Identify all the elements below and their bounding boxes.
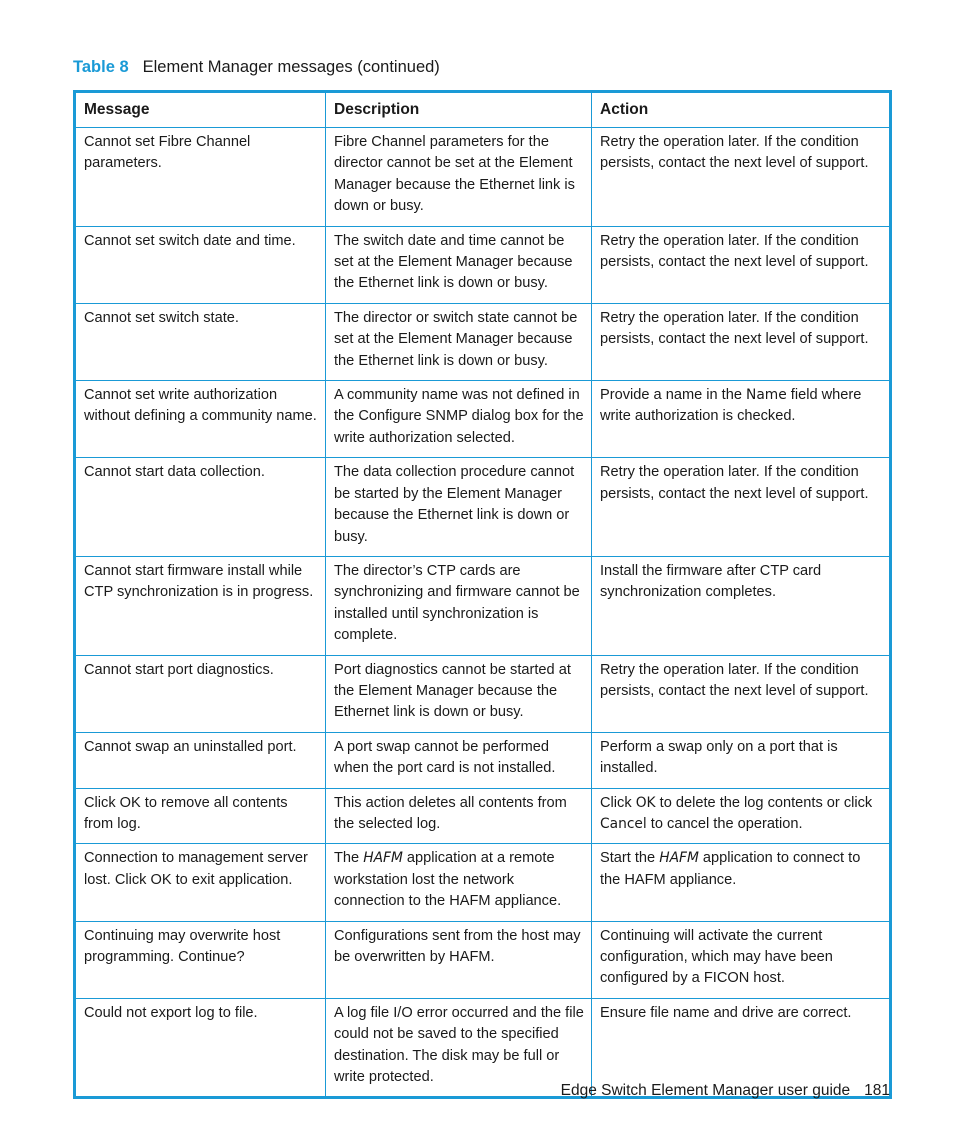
action-text: Start the bbox=[600, 850, 660, 867]
description-cell: The switch date and time cannot be set at the Element Manager because the Ethernet link is down or busy. bbox=[326, 226, 592, 303]
action-cell bbox=[592, 844, 891, 921]
table-number: Table 8 bbox=[73, 58, 129, 76]
action-text: application to connect to the HAFM appliance. bbox=[600, 850, 861, 888]
action-cell: Continuing will activate the current configuration, which may have been configured by a FICON host. bbox=[592, 921, 891, 998]
page-number: 181 bbox=[864, 1082, 890, 1099]
action-cell: Retry the operation later. If the condition persists, contact the next level of support. bbox=[592, 226, 891, 303]
message-cell: Cannot set write authorization without defining a community name. bbox=[75, 381, 326, 458]
header-description: Description bbox=[326, 92, 592, 128]
action-cell: Retry the operation later. If the condition persists, contact the next level of support. bbox=[592, 655, 891, 732]
header-action: Action bbox=[592, 92, 891, 128]
message-cell: Cannot start port diagnostics. bbox=[75, 655, 326, 732]
message-cell: Cannot start data collection. bbox=[75, 458, 326, 557]
table-row bbox=[75, 844, 891, 921]
message-cell: Cannot start firmware install while CTP synchronization is in progress. bbox=[75, 556, 326, 655]
table-row bbox=[75, 788, 891, 844]
action-text: to delete the log contents or click bbox=[655, 794, 873, 811]
table-row bbox=[75, 556, 891, 655]
description-cell: The director or switch state cannot be set at the Element Manager because the Ethernet link is down or busy. bbox=[326, 303, 592, 380]
ok-button-reference: OK bbox=[635, 794, 656, 811]
description-cell: Configurations sent from the host may be overwritten by HAFM. bbox=[326, 921, 592, 998]
message-cell: Could not export log to file. bbox=[75, 998, 326, 1098]
message-cell: Cannot set switch state. bbox=[75, 303, 326, 380]
table-row bbox=[75, 128, 891, 227]
description-text: application at a remote workstation lost the network connection to the HAFM appliance. bbox=[334, 850, 562, 910]
action-cell bbox=[592, 381, 891, 458]
cancel-button-reference: Cancel bbox=[600, 815, 647, 832]
table-row bbox=[75, 921, 891, 998]
action-text: to cancel the operation. bbox=[646, 815, 803, 832]
table-row bbox=[75, 655, 891, 732]
message-cell: Cannot set Fibre Channel parameters. bbox=[75, 128, 326, 227]
action-cell: Install the firmware after CTP card synchronization completes. bbox=[592, 556, 891, 655]
action-cell: Perform a swap only on a port that is installed. bbox=[592, 732, 891, 788]
page-footer bbox=[561, 1082, 890, 1100]
header-message: Message bbox=[75, 92, 326, 128]
table-header-row bbox=[75, 92, 891, 128]
description-cell bbox=[326, 844, 592, 921]
description-cell: This action deletes all contents from the selected log. bbox=[326, 788, 592, 844]
message-cell: Connection to management server lost. Click OK to exit application. bbox=[75, 844, 326, 921]
action-text: Click bbox=[600, 794, 636, 811]
document-title: Edge Switch Element Manager user guide bbox=[560, 1082, 851, 1099]
message-cell: Cannot set switch date and time. bbox=[75, 226, 326, 303]
hafm-product-name: HAFM bbox=[363, 850, 403, 867]
description-cell: A community name was not defined in the Configure SNMP dialog box for the write authorization selected. bbox=[326, 381, 592, 458]
table-row bbox=[75, 303, 891, 380]
action-cell: Retry the operation later. If the condition persists, contact the next level of support. bbox=[592, 303, 891, 380]
action-cell: Ensure file name and drive are correct. bbox=[592, 998, 891, 1098]
description-cell: Port diagnostics cannot be started at the Element Manager because the Ethernet link is down or busy. bbox=[326, 655, 592, 732]
message-cell: Continuing may overwrite host programming. Continue? bbox=[75, 921, 326, 998]
table-title: Element Manager messages (continued) bbox=[142, 58, 440, 76]
message-cell: Click OK to remove all contents from log. bbox=[75, 788, 326, 844]
table-row bbox=[75, 226, 891, 303]
description-cell: Fibre Channel parameters for the director cannot be set at the Element Manager because the Ethernet link is down or busy. bbox=[326, 128, 592, 227]
action-cell: Retry the operation later. If the condition persists, contact the next level of support. bbox=[592, 128, 891, 227]
description-cell: A log file I/O error occurred and the file could not be saved to the specified destination. The disk may be full or write protected. bbox=[326, 998, 592, 1098]
description-cell: The data collection procedure cannot be started by the Element Manager because the Ethernet link is down or busy. bbox=[326, 458, 592, 557]
description-text: The bbox=[334, 850, 364, 867]
hafm-product-name: HAFM bbox=[659, 850, 699, 867]
action-cell: Retry the operation later. If the condition persists, contact the next level of support. bbox=[592, 458, 891, 557]
table-row bbox=[75, 732, 891, 788]
table-row bbox=[75, 458, 891, 557]
action-text: field where write authorization is checked. bbox=[600, 387, 862, 425]
messages-table bbox=[73, 90, 892, 1099]
message-cell: Cannot swap an uninstalled port. bbox=[75, 732, 326, 788]
name-field-reference: Name bbox=[746, 387, 787, 404]
table-row bbox=[75, 381, 891, 458]
action-cell bbox=[592, 788, 891, 844]
description-cell: The director’s CTP cards are synchronizing and firmware cannot be installed until synchronization is complete. bbox=[326, 556, 592, 655]
action-text: Provide a name in the bbox=[600, 387, 747, 404]
description-cell: A port swap cannot be performed when the port card is not installed. bbox=[326, 732, 592, 788]
table-caption bbox=[73, 58, 440, 77]
